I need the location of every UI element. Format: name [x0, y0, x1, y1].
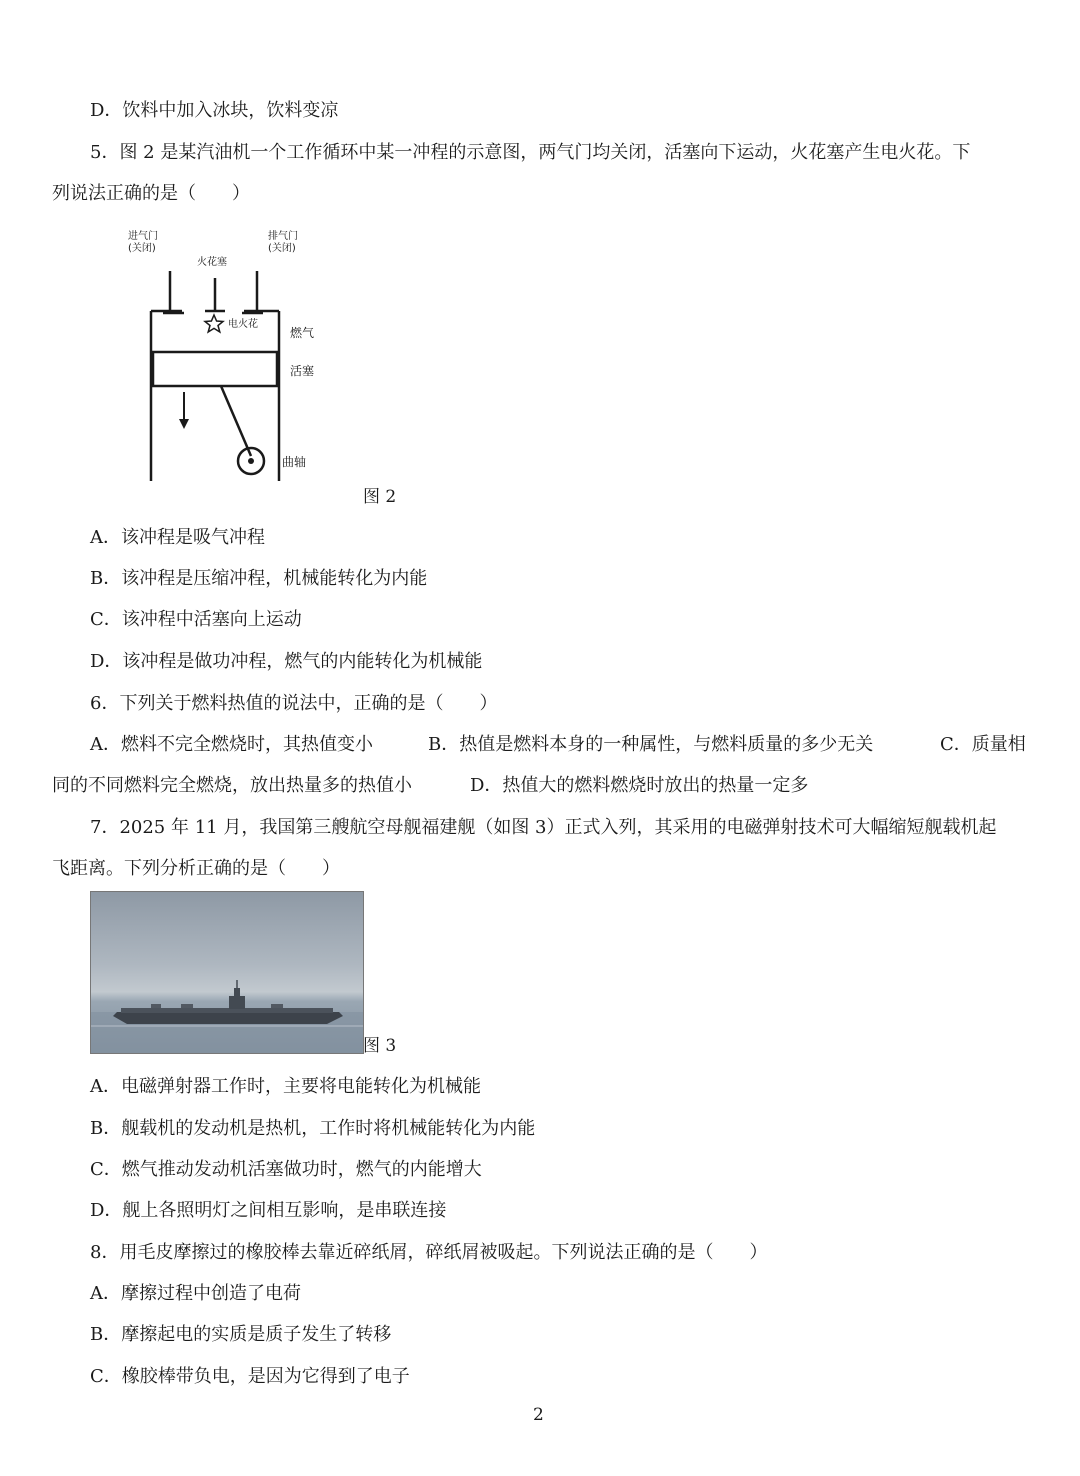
spark-icon — [205, 315, 223, 332]
option-6d: D．热值大的燃料燃烧时放出的热量一定多 — [470, 775, 809, 796]
option-7a: A．电磁弹射器工作时，主要将电能转化为机械能 — [90, 1076, 481, 1097]
connecting-rod — [221, 386, 251, 456]
option-5b: B．该冲程是压缩冲程，机械能转化为内能 — [90, 568, 428, 589]
option-5d: D．该冲程是做功冲程，燃气的内能转化为机械能 — [90, 651, 483, 672]
piston-label: 活塞 — [290, 364, 315, 378]
option-6c-start: C．质量相 — [940, 734, 1026, 755]
intake-valve-label: 进气门 — [128, 231, 158, 242]
option-7b: B．舰载机的发动机是热机，工作时将机械能转化为内能 — [90, 1118, 536, 1139]
question-7-stem-line1: 7．2025 年 11 月，我国第三艘航空母舰福建舰（如图 3）正式入列，其采用的电磁弹射技术可大幅缩短舰载机起 — [90, 817, 997, 838]
figure-3-caption: 图 3 — [363, 1036, 397, 1056]
crankshaft-center — [248, 458, 254, 464]
engine-cylinder-drawing — [0, 0, 360, 500]
gas-label: 燃气 — [290, 326, 315, 340]
crankshaft-label: 曲轴 — [282, 455, 307, 469]
exhaust-valve-state: (关闭) — [268, 243, 296, 254]
figure-2-caption: 图 2 — [363, 487, 397, 507]
figure-3-carrier-photo — [90, 891, 364, 1054]
option-8b: B．摩擦起电的实质是质子发生了转移 — [90, 1324, 392, 1345]
question-6-stem: 6．下列关于燃料热值的说法中，正确的是（ ） — [90, 693, 498, 714]
option-8a: A．摩擦过程中创造了电荷 — [90, 1283, 301, 1304]
option-4d: D．饮料中加入冰块，饮料变凉 — [90, 100, 339, 121]
option-5a: A．该冲程是吸气冲程 — [90, 527, 265, 548]
option-7d: D．舰上各照明灯之间相互影响，是串联连接 — [90, 1200, 447, 1221]
question-7-stem-line2: 飞距离。下列分析正确的是（ ） — [52, 858, 340, 879]
question-8-stem: 8．用毛皮摩擦过的橡胶棒去靠近碎纸屑，碎纸屑被吸起。下列说法正确的是（ ） — [90, 1242, 768, 1263]
page-number: 2 — [533, 1405, 544, 1425]
intake-valve-state: (关闭) — [128, 243, 156, 254]
spark-plug-label: 火花塞 — [197, 257, 227, 268]
arrow-head — [179, 419, 189, 429]
exhaust-valve-label: 排气门 — [268, 231, 298, 242]
spark-label: 电火花 — [228, 319, 258, 330]
piston — [153, 352, 277, 386]
aircraft-carrier-silhouette — [91, 892, 363, 1053]
option-6b: B．热值是燃料本身的一种属性，与燃料质量的多少无关 — [428, 734, 874, 755]
option-6a: A．燃料不完全燃烧时，其热值变小 — [90, 734, 373, 755]
option-6c-end: 同的不同燃料完全燃烧，放出热量多的热值小 — [52, 775, 412, 796]
option-7c: C．燃气推动发动机活塞做功时，燃气的内能增大 — [90, 1159, 482, 1180]
question-5-stem-line1: 5．图 2 是某汽油机一个工作循环中某一冲程的示意图，两气门均关闭，活塞向下运动，火花塞产生电火花。下 — [90, 142, 971, 163]
question-5-stem-line2: 列说法正确的是（ ） — [52, 183, 250, 204]
option-5c: C．该冲程中活塞向上运动 — [90, 609, 302, 630]
option-8c: C．橡胶棒带负电，是因为它得到了电子 — [90, 1366, 410, 1387]
